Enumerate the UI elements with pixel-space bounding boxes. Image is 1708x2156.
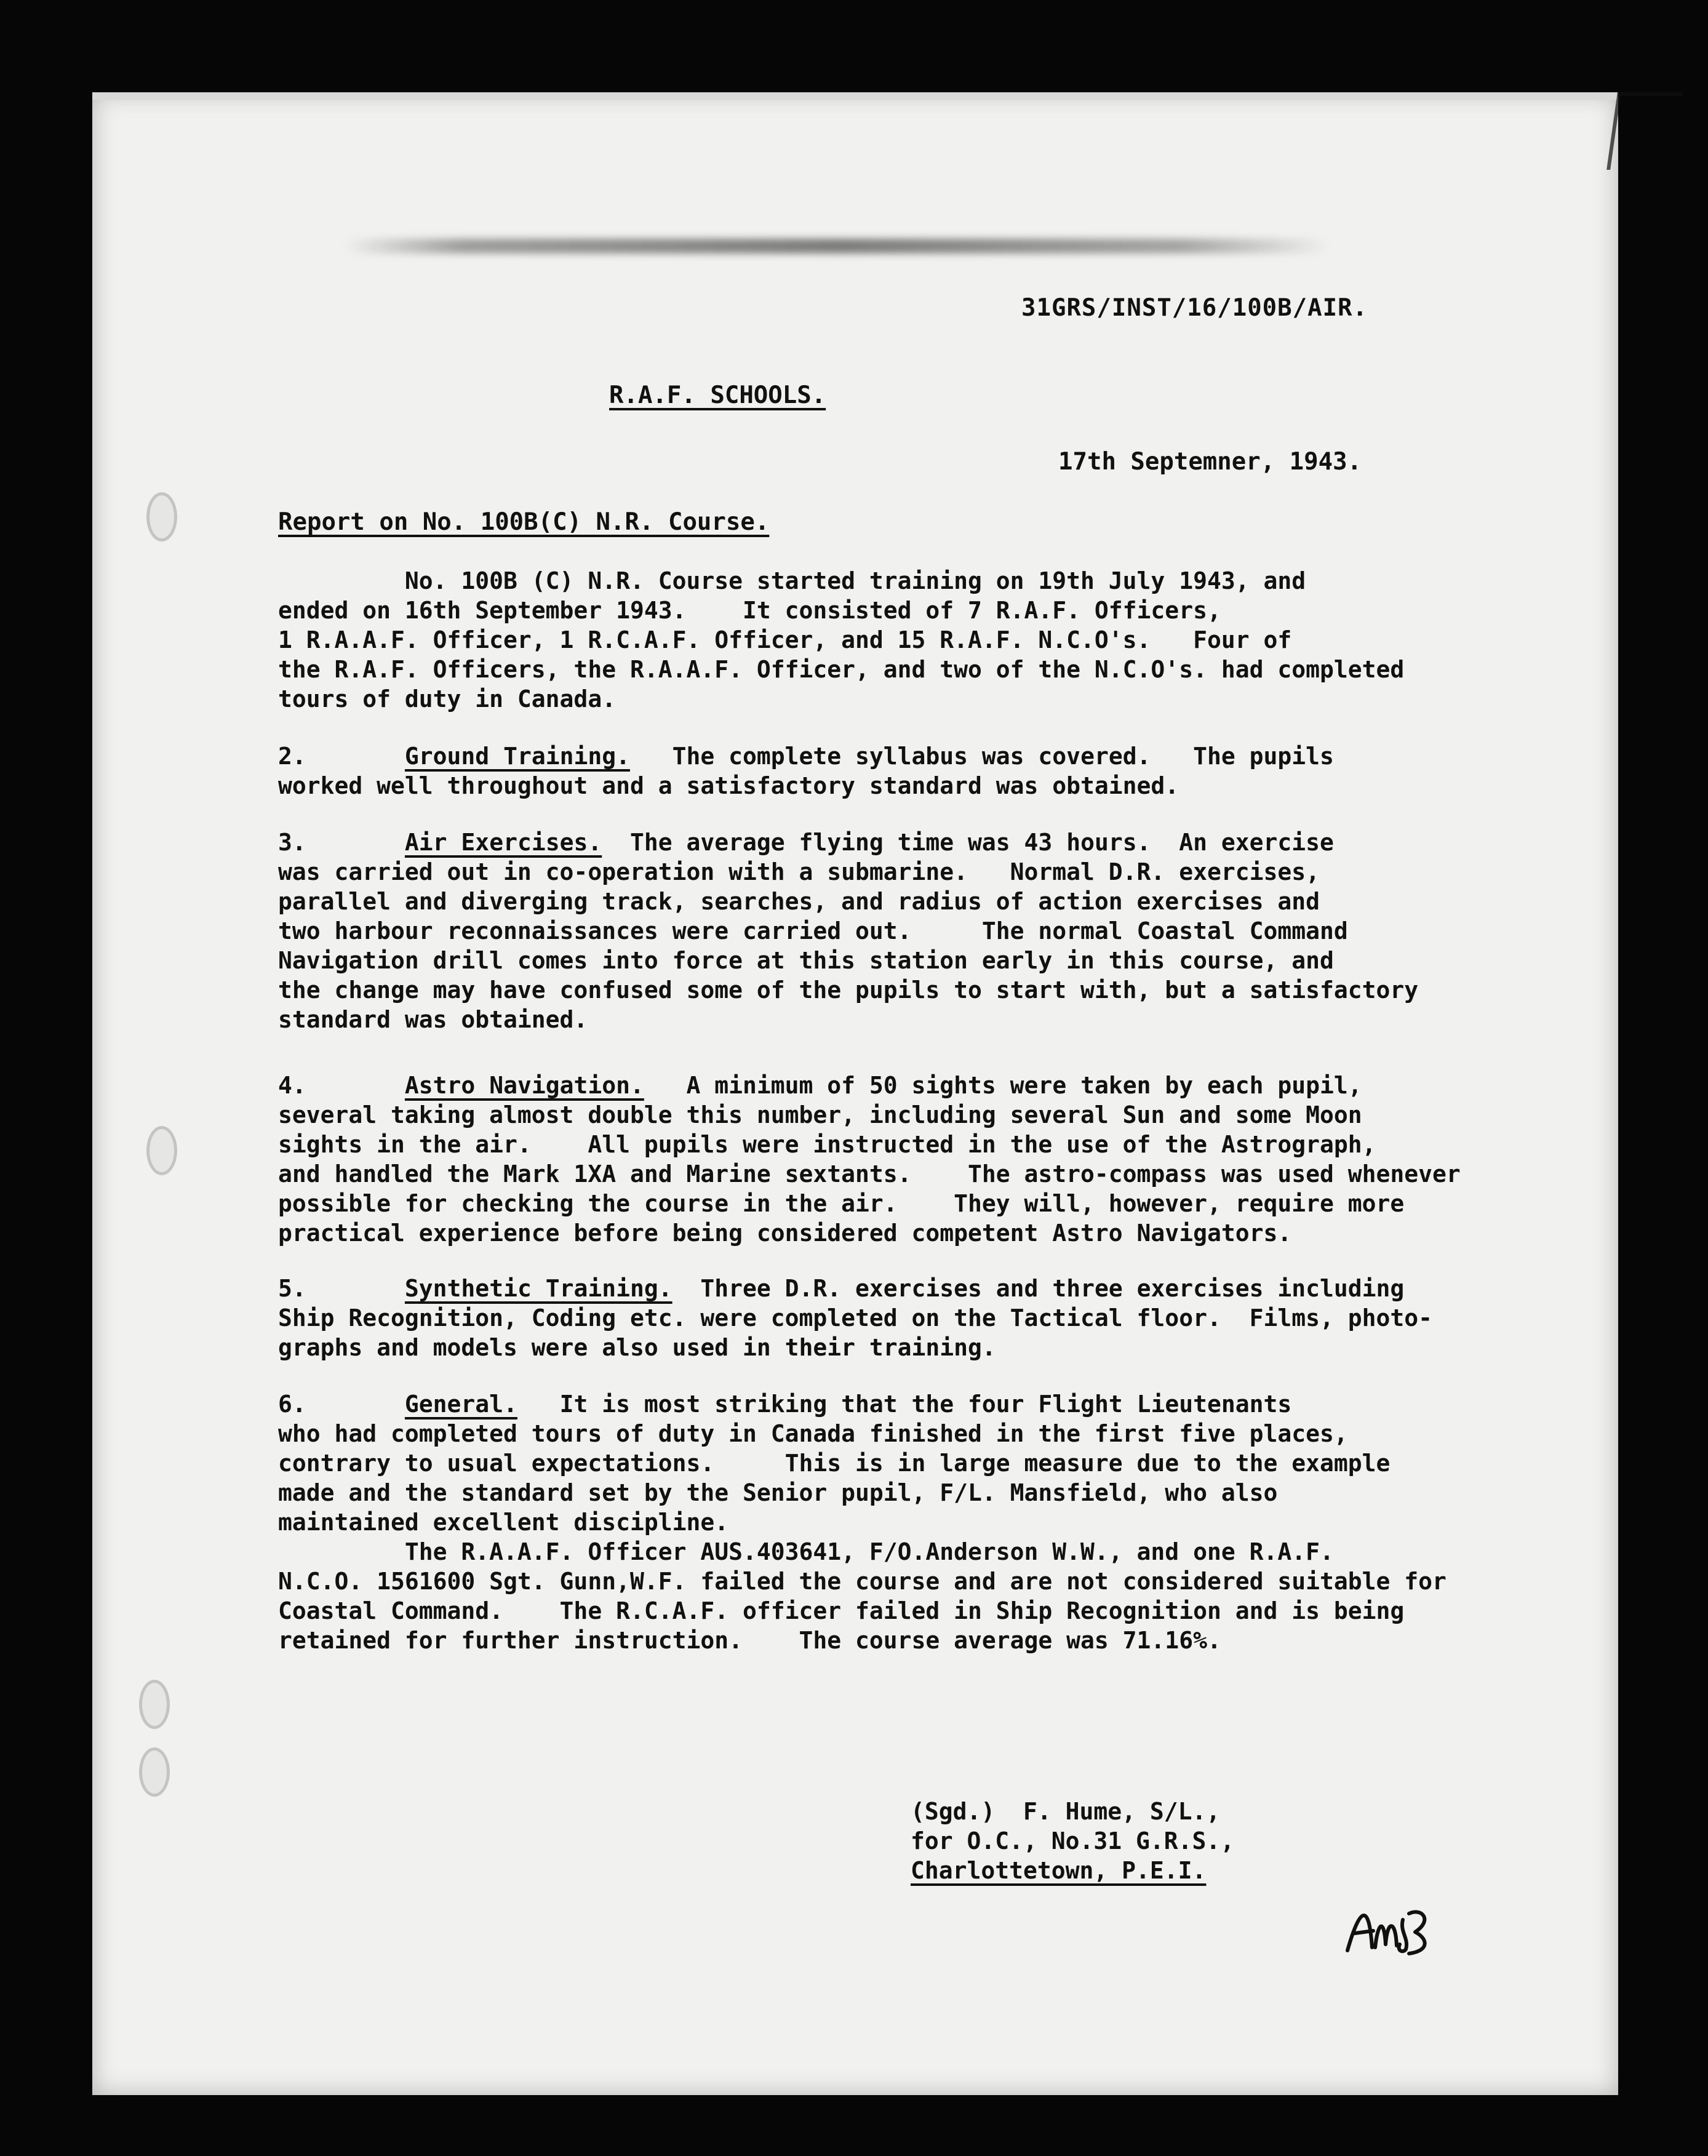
text-line: was carried out in co-operation with a submarine. Normal D.R. exercises, — [278, 858, 1320, 885]
text-line: several taking almost double this number, including several Sun and some Moon — [278, 1101, 1362, 1128]
text-line: parallel and diverging track, searches, and radius of action exercises and — [278, 888, 1320, 915]
signature-line: (Sgd.) F. Hume, S/L., — [911, 1798, 1221, 1825]
report-subject: Report on No. 100B(C) N.R. Course. — [278, 508, 770, 536]
paragraph-first-line — [278, 741, 1539, 771]
text-line: ended on 16th September 1943. It consisted of 7 R.A.F. Officers, — [278, 597, 1221, 624]
text-line: maintained excellent discipline. — [278, 1509, 729, 1536]
text-line: worked well throughout and a satisfactory standard was obtained. — [278, 772, 1179, 799]
paragraph-synthetic-training — [278, 1274, 1539, 1362]
paragraph-astro-navigation — [278, 1071, 1539, 1248]
document-date: 17th Septemner, 1943. — [1058, 448, 1362, 476]
text-run: Three D.R. exercises and three exercises including — [672, 1275, 1405, 1302]
text-line: the R.A.F. Officers, the R.A.A.F. Officer, and two of the N.C.O's. had completed — [278, 656, 1405, 683]
section-title: Air Exercises. — [404, 829, 602, 856]
text-line: 1 R.A.A.F. Officer, 1 R.C.A.F. Officer, and 15 R.A.F. N.C.O's. Four of — [278, 626, 1292, 653]
text-line: possible for checking the course in the air. They will, however, require more — [278, 1190, 1405, 1217]
paragraph-number: 2. — [278, 743, 306, 770]
paragraph-ground-training — [278, 741, 1539, 801]
paragraph-number: 5. — [278, 1275, 306, 1302]
text-line: made and the standard set by the Senior pupil, F/L. Mansfield, who also — [278, 1479, 1278, 1506]
text-run: A minimum of 50 sights were taken by each pupil, — [644, 1072, 1362, 1099]
paragraph-first-line — [278, 828, 1539, 857]
file-reference: 31GRS/INST/16/100B/AIR. — [1021, 294, 1368, 322]
text-line: two harbour reconnaissances were carried out. The normal Coastal Command — [278, 917, 1348, 944]
text-line: sights in the air. All pupils were instructed in the use of the Astrograph, — [278, 1131, 1376, 1158]
signature-line: for O.C., No.31 G.R.S., — [911, 1827, 1235, 1855]
paragraph-number: 4. — [278, 1072, 306, 1099]
paragraph-first-line — [278, 1071, 1539, 1100]
document-heading: R.A.F. SCHOOLS. — [609, 381, 826, 409]
paragraph-first-line — [278, 1389, 1539, 1419]
text-line: who had completed tours of duty in Canada finished in the first five places, — [278, 1420, 1348, 1447]
paragraph-first-line — [278, 1274, 1539, 1303]
text-line: the change may have confused some of the pupils to start with, but a satisfactory — [278, 976, 1419, 1004]
signature-block — [911, 1797, 1234, 1885]
text-line: tours of duty in Canada. — [278, 685, 617, 713]
section-title: Astro Navigation. — [404, 1072, 644, 1099]
text-line: Ship Recognition, Coding etc. were completed on the Tactical floor. Films, photo- — [278, 1304, 1432, 1332]
paragraph-general — [278, 1389, 1539, 1655]
text-run: The average flying time was 43 hours. An exercise — [602, 829, 1334, 856]
text-run: The complete syllabus was covered. The pupils — [629, 743, 1334, 770]
text-line: practical experience before being considered competent Astro Navigators. — [278, 1220, 1292, 1247]
handwritten-initials — [1341, 1895, 1440, 1963]
text-line: N.C.O. 1561600 Sgt. Gunn,W.F. failed the course and are not considered suitable for — [278, 1568, 1447, 1595]
text-line: and handled the Mark 1XA and Marine sextants. The astro-compass was used whenever — [278, 1160, 1461, 1188]
text-line: Coastal Command. The R.C.A.F. officer failed in Ship Recognition and is being — [278, 1597, 1405, 1624]
section-title: General. — [404, 1391, 517, 1418]
text-line: Navigation drill comes into force at this station early in this course, and — [278, 947, 1334, 974]
signature-line: Charlottetown, P.E.I. — [911, 1857, 1207, 1884]
section-title: Ground Training. — [404, 743, 630, 770]
text-line: graphs and models were also used in their training. — [278, 1334, 996, 1361]
text-line: The R.A.A.F. Officer AUS.403641, F/O.Anderson W.W., and one R.A.F. — [278, 1538, 1334, 1565]
section-title: Synthetic Training. — [404, 1275, 672, 1302]
text-line: contrary to usual expectations. This is in large measure due to the example — [278, 1450, 1391, 1477]
text-line: standard was obtained. — [278, 1006, 588, 1033]
text-line: retained for further instruction. The course average was 71.16%. — [278, 1627, 1221, 1654]
paragraph-number: 6. — [278, 1391, 306, 1418]
text-line: No. 100B (C) N.R. Course started training on 19th July 1943, and — [278, 567, 1306, 594]
text-run: It is most striking that the four Flight Lieutenants — [517, 1391, 1292, 1418]
paragraph-intro — [278, 566, 1539, 714]
paragraph-number: 3. — [278, 829, 306, 856]
paragraph-air-exercises — [278, 828, 1539, 1034]
